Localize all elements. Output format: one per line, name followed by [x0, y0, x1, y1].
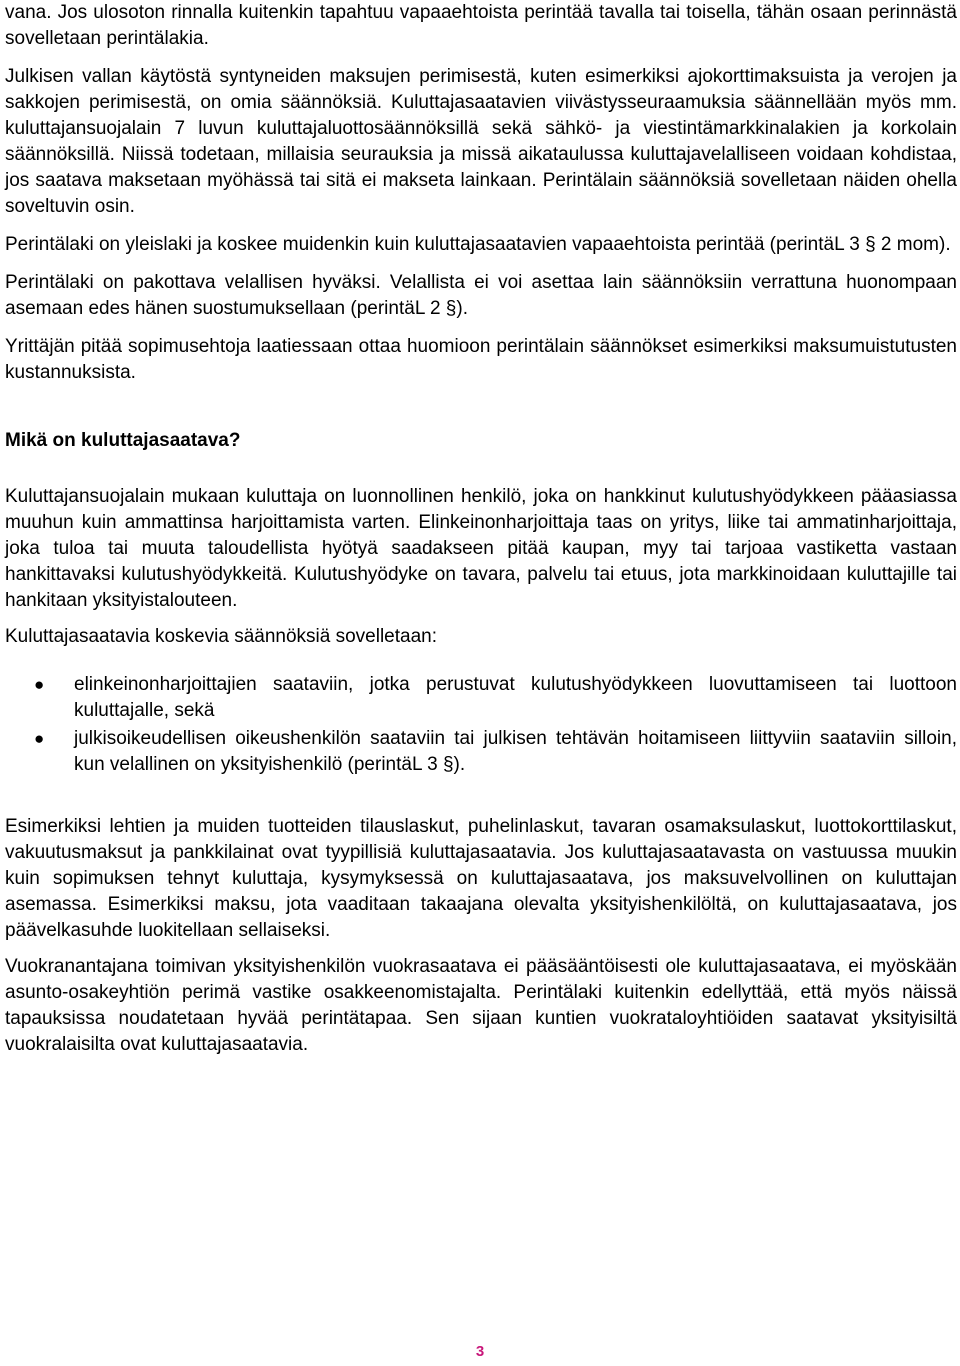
paragraph-public-fees: Julkisen vallan käytöstä syntyneiden maksujen perimisestä, kuten esimerkiksi ajokorttimaksuista ja verojen ja sakkojen perimisestä, on omia säännöksiä. Kuluttajasaatavien viivästysseuraamuksia säännellään myös mm. kuluttajansuojalain 7 luvun kuluttajaluottosäännöksillä sekä sähkö- ja viestintämarkkinalakien ja korkolain säännöksillä. Niissä todetaan, millaisia seurauksia ja missä aikataulussa kuluttajavelalliseen voidaan kohdistaa, jos saatava maksetaan myöhässä tai sitä ei makseta lainkaan. Perintälain säännöksiä sovelletaan näiden ohella soveltuvin osin.: [5, 66, 957, 217]
list-item: [5, 672, 957, 724]
bullet-icon: ●: [34, 675, 45, 694]
bullet-icon: ●: [34, 729, 45, 748]
list-intro: Kuluttajasaatavia koskevia säännöksiä sovelletaan:: [5, 626, 437, 647]
paragraph-consumer-definition: Kuluttajansuojalain mukaan kuluttaja on luonnollinen henkilö, joka on hankkinut kulutushyödykkeen pääasiassa muuhun kuin ammattinsa harjoittamista varten. Elinkeinonharjoittaja taas on yritys, liike tai ammatinharjoittaja, joka tuloa tai muuta taloudellista hyötyä saadakseen pitää kaupan, myy tai tarjoaa vastiketta vastaan hankittavaksi kulutushyödykkeitä. Kulutushyödyke on tavara, palvelu tai etuus, jota markkinoidaan kuluttajille tai hankitaan yksityistalouteen.: [5, 486, 957, 611]
paragraph-rent-receivables: Vuokranantajana toimivan yksityishenkilön vuokrasaatava ei pääsääntöisesti ole kuluttajasaatava, ei myöskään asunto-osakeyhtiön perimä vastike osakkeenomistajalta. Perintälaki kuitenkin edellyttää, että myös näissä tapauksissa noudatetaan hyvää perintätapaa. Sen sijaan kuntien vuokrataloyhtiöiden saatavat yksityisiltä vuokralaisilta ovat kuluttajasaatavia.: [5, 956, 957, 1055]
list-item: [5, 726, 957, 778]
document-page: [5, 0, 957, 1058]
page-number: 3: [475, 1343, 485, 1360]
bullet-list: [5, 672, 957, 778]
paragraph-mandatory-law: Perintälaki on pakottava velallisen hyväksi. Velallista ei voi asettaa lain säännöksiin verrattuna huonompaan asemaan edes hänen suostumuksellaan (perintäL 2 §).: [5, 272, 957, 319]
section-heading: Mikä on kuluttajasaatava?: [5, 430, 241, 451]
paragraph-general-law: Perintälaki on yleislaki ja koskee muidenkin kuin kuluttajasaatavien vapaaehtoista perintää (perintäL 3 § 2 mom).: [5, 234, 951, 255]
paragraph-examples: Esimerkiksi lehtien ja muiden tuotteiden tilauslaskut, puhelinlaskut, tavaran osamaksulaskut, luottokorttilaskut, vakuutusmaksut ja pankkilainat ovat tyypillisiä kuluttajasaatavia. Jos kuluttajasaatavasta on vastuussa muukin kuin sopimuksen tehnyt kuluttaja, kysymyksessä on kuluttajasaatava, jos maksuvelvollinen on kuluttajan asemassa. Esimerkiksi maksu, jota vaaditaan takaajana olevalta yksityishenkilöltä, on kuluttajasaatava, jos päävelkasuhde luokitellaan sellaiseksi.: [5, 816, 957, 941]
paragraph-entrepreneur-terms: Yrittäjän pitää sopimusehtoja laatiessaan ottaa huomioon perintälain säännökset esimerkiksi maksumuistutusten kustannuksista.: [5, 336, 957, 383]
paragraph-continuation: vana. Jos ulosoton rinnalla kuitenkin tapahtuu vapaaehtoista perintää tavalla tai toisella, tähän osaan perinnästä sovelletaan perintälakia.: [5, 2, 957, 49]
list-item-text: elinkeinonharjoittajien saataviin, jotka perustuvat kulutushyödykkeen luovuttamiseen tai luottoon kuluttajalle, sekä: [74, 674, 957, 721]
list-item-text: julkisoikeudellisen oikeushenkilön saataviin tai julkisen tehtävän hoitamiseen liittyviin saataviin silloin, kun velallinen on yksityishenkilö (perintäL 3 §).: [74, 728, 957, 775]
